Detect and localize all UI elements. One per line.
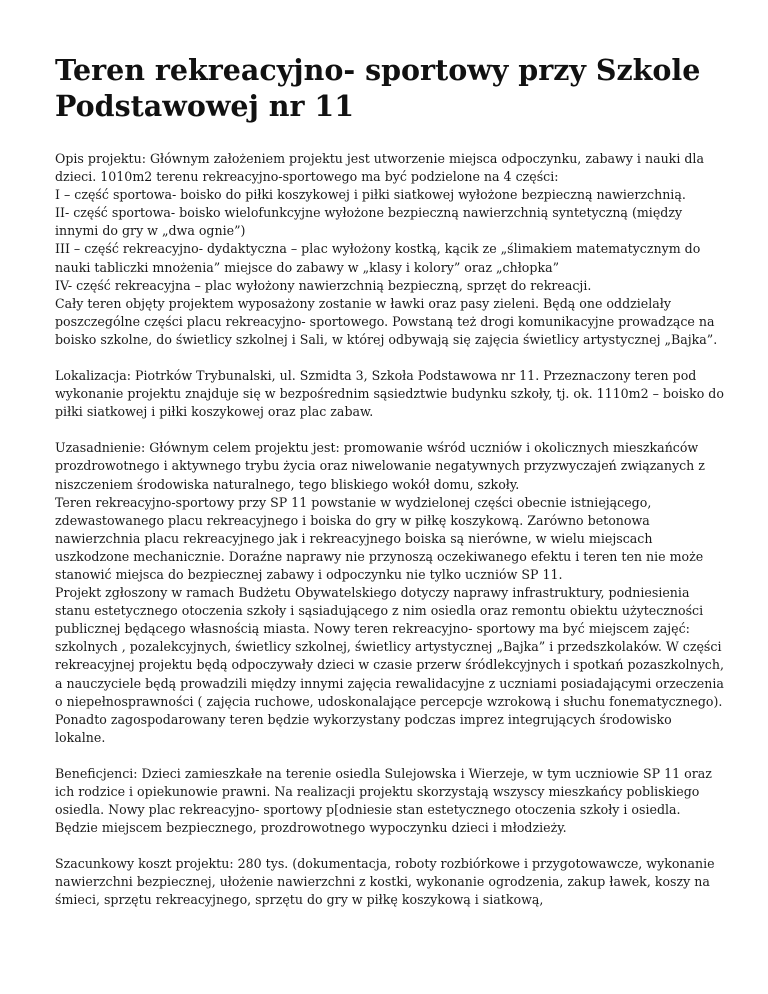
paragraph-opis-projektu: Opis projektu: Głównym założeniem projektu jest utworzenie miejsca odpoczynku, zabawy i nauki dla dzieci. 1010m2 terenu rekreacyjno-sportowego ma być podzielone na 4 części: I – część sportowa- boisko do piłki koszykowej i piłki siatkowej wyłożone bezpieczną nawierzchnią. II- część sportowa- boisko wielofunkcyjne wyłożone bezpieczną nawierzchnią syntetyczną (między innymi do gry w „dwa ognie”) III – część rekreacyjno- dydaktyczna – plac wyłożony kostką, kącik ze „ślimakiem matematycznym do nauki tabliczki mnożenia” miejsce do zabawy w „klasy i kolory” oraz „chłopka” IV- część rekreacyjna – plac wyłożony nawierzchnią bezpieczną, sprzęt do rekreacji. Cały teren objęty projektem wyposażony zostanie w ławki oraz pasy zieleni. Będą one oddzielały poszczególne części placu rekreacyjno- sportowego. Powstaną też drogi komunikacyjne prowadzące na boisko szkolne, do świetlicy szkolnej i Sali, w której odbywają się zajęcia świetlicy artystycznej „Bajka”. <box>55 151 718 347</box>
paragraph-beneficjenci: Beneficjenci: Dzieci zamieszkałe na terenie osiedla Sulejowska i Wierzeje, w tym uczniowie SP 11 oraz ich rodzice i opiekunowie prawni. Na realizacji projektu skorzystają wszyscy mieszkańcy pobliskiego osiedla. Nowy plac rekreacyjno- sportowy p[odniesie stan estetycznego otoczenia szkoły i osiedla. Będzie miejscem bezpiecznego, prozdrowotnego wypoczynku dzieci i młodzieży. <box>55 765 712 836</box>
paragraph-uzasadnienie: Uzasadnienie: Głównym celem projektu jest: promowanie wśród uczniów i okolicznych mieszkańców prozdrowotnego i aktywnego trybu życia oraz niwelowanie negatywnych przyzwyczajeń związanych z niszczeniem środowiska naturalnego, tego bliskiego wokół domu, szkoły. Teren rekreacyjno-sportowy przy SP 11 powstanie w wydzielonej części obecnie istniejącego, zdewastowanego placu rekreacyjnego i boiska do gry w piłkę koszykową. Zarówno betonowa nawierzchnia placu rekreacyjnego jak i rekreacyjnego boiska są nierówne, w wielu miejscach uszkodzone mechanicznie. Doraźne naprawy nie przynoszą oczekiwanego efektu i teren ten nie może stanowić miejsca do bezpiecznej zabawy i odpoczynku nie tylko uczniów SP 11. Projekt zgłoszony w ramach Budżetu Obywatelskiego dotyczy naprawy infrastruktury, podniesienia stanu estetycznego otoczenia szkoły i sąsiadującego z nim osiedla oraz remontu obiektu użyteczności publicznej będącego własnością miasta. Nowy teren rekreacyjno- sportowy ma być miejscem zajęć: szkolnych , pozalekcyjnych, świetlicy szkolnej, świetlicy artystycznej „Bajka” i przedszkolaków. W części rekreacyjnej projektu będą odpoczywały dzieci w czasie przerw śródlekcyjnych i spotkań pozaszkolnych, a nauczyciele będą prowadzili między innymi zajęcia rewalidacyjne z uczniami posiadającymi orzeczenia o niepełnosprawności ( zajęcia ruchowe, udoskonalające percepcje wzrokową i słuchu fonematycznego). Ponadto zagospodarowany teren będzie wykorzystany podczas imprez integrujących środowisko lokalne. <box>55 440 724 745</box>
paragraph-szacunkowy-koszt: Szacunkowy koszt projektu: 280 tys. (dokumentacja, roboty rozbiórkowe i przygotowawcze, wykonanie nawierzchni bezpiecznej, ułożenie nawierzchni z kostki, wykonanie ogrodzenia, zakup ławek, koszy na śmieci, sprzętu rekreacyjnego, sprzętu do gry w piłkę koszykową i siatkową, <box>55 856 715 908</box>
document-title: Teren rekreacyjno- sportowy przy Szkole Podstawowej nr 11 <box>55 53 701 123</box>
document-page <box>55 52 725 928</box>
paragraph-lokalizacja: Lokalizacja: Piotrków Trybunalski, ul. Szmidta 3, Szkoła Podstawowa nr 11. Przeznaczony teren pod wykonanie projektu znajduje się w bezpośrednim sąsiedztwie budynku szkoły, tj. ok. 1110m2 – boisko do piłki siatkowej i piłki koszykowej oraz plac zabaw. <box>55 368 724 420</box>
